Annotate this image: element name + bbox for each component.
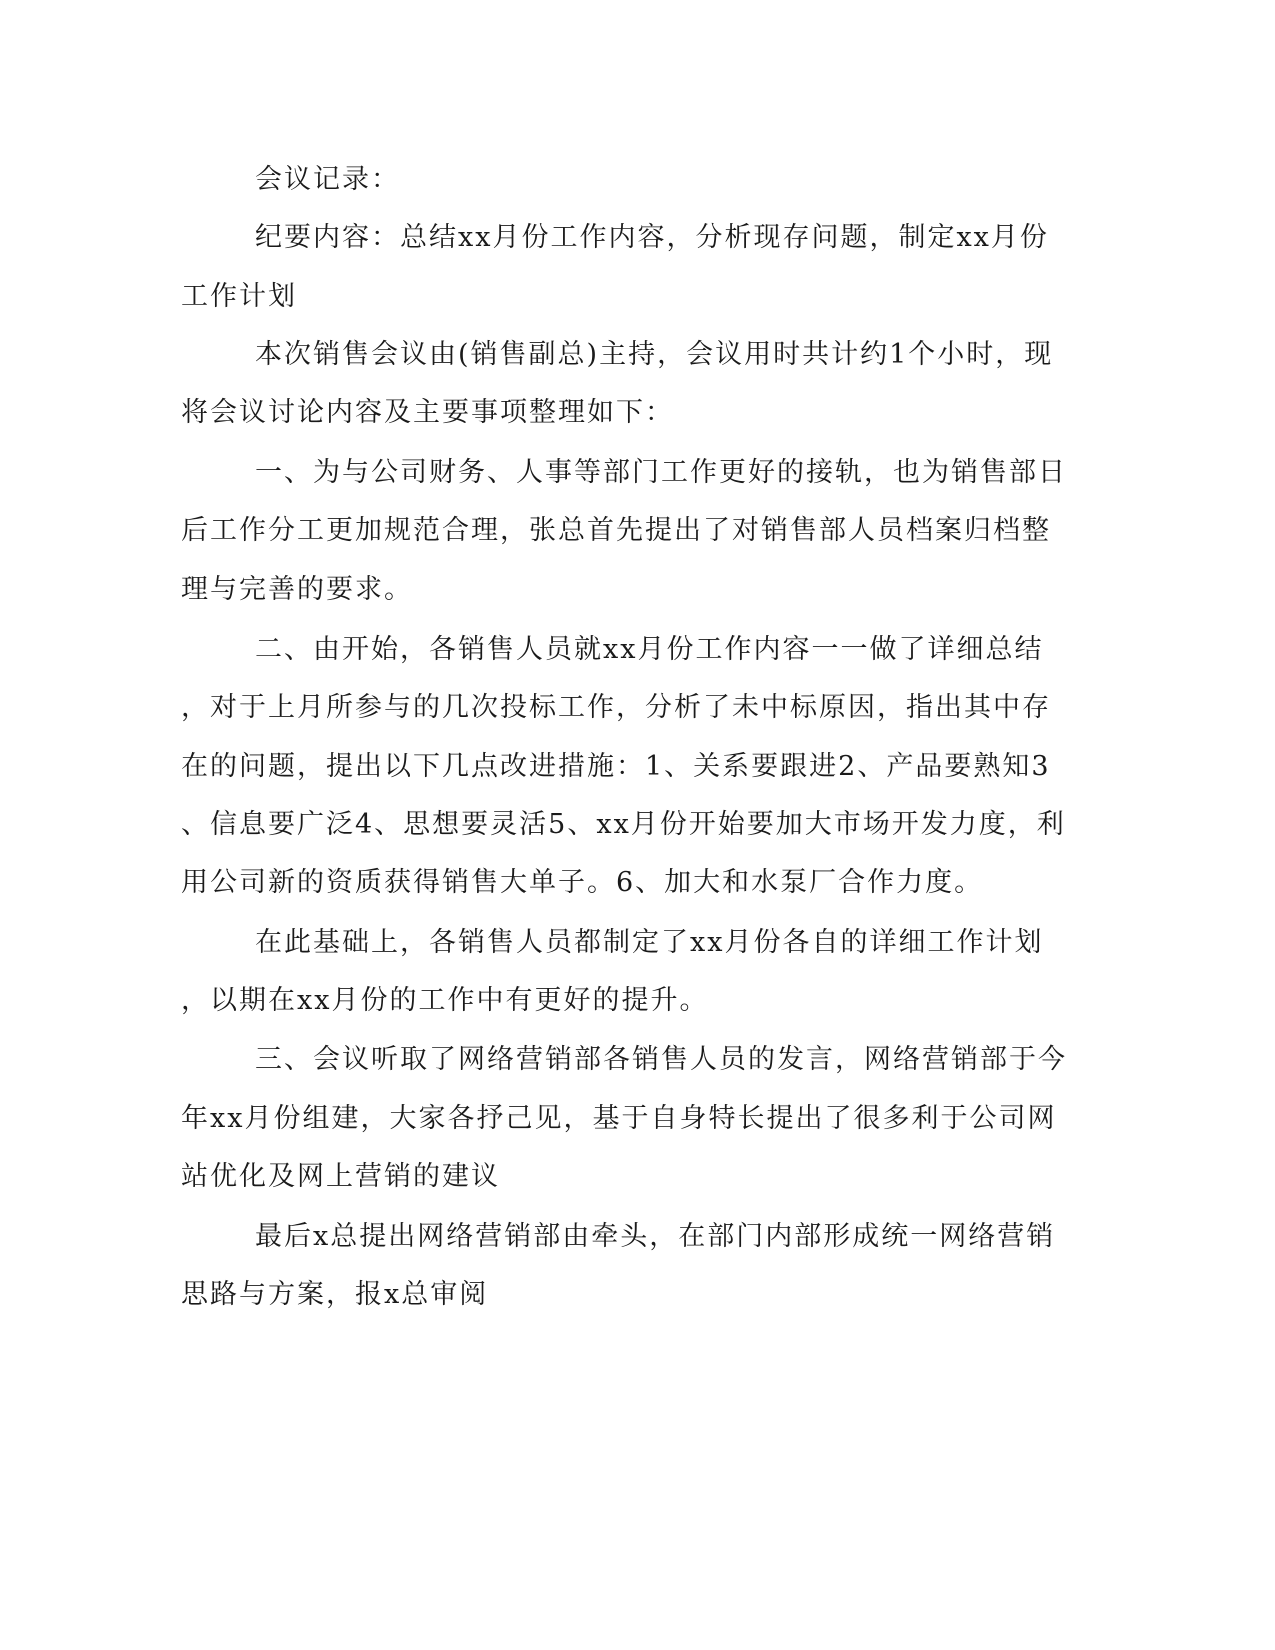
item-one-line-1: 一、为与公司财务、人事等部门工作更好的接轨，也为销售部日 bbox=[255, 457, 1067, 488]
item-two-line-3: 在的问题，提出以下几点改进措施：1、关系要跟进2、产品要熟知3 bbox=[181, 751, 1051, 782]
closing-line-2: 思路与方案，报x总审阅 bbox=[181, 1279, 489, 1310]
item-two-line-4: 、信息要广泛4、思想要灵活5、xx月份开始要加大市场开发力度，利 bbox=[181, 809, 1066, 840]
item-one-line-2: 后工作分工更加规范合理，张总首先提出了对销售部人员档案归档整 bbox=[181, 515, 1051, 546]
summary-line-1: 纪要内容：总结xx月份工作内容，分析现存问题，制定xx月份 bbox=[255, 222, 1049, 253]
item-three-line-1: 三、会议听取了网络营销部各销售人员的发言，网络营销部于今 bbox=[255, 1044, 1067, 1075]
item-three-line-3: 站优化及网上营销的建议 bbox=[181, 1161, 500, 1192]
intro-line-1: 本次销售会议由(销售副总)主持，会议用时共计约1个小时，现 bbox=[255, 339, 1054, 370]
item-three-line-2: 年xx月份组建，大家各抒己见，基于自身特长提出了很多利于公司网 bbox=[181, 1103, 1057, 1134]
intro-line-2: 将会议讨论内容及主要事项整理如下： bbox=[181, 397, 674, 428]
document-heading: 会议记录： bbox=[255, 164, 400, 195]
item-two-line-2: ，对于上月所参与的几次投标工作，分析了未中标原因，指出其中存 bbox=[181, 692, 1051, 723]
closing-line-1: 最后x总提出网络营销部由牵头，在部门内部形成统一网络营销 bbox=[255, 1221, 1056, 1252]
item-two-line-1: 二、由开始，各销售人员就xx月份工作内容一一做了详细总结 bbox=[255, 634, 1044, 665]
item-one-line-3: 理与完善的要求。 bbox=[181, 574, 413, 605]
summary-line-2: 工作计划 bbox=[181, 281, 297, 312]
plan-line-2: ，以期在xx月份的工作中有更好的提升。 bbox=[181, 985, 709, 1016]
item-two-line-5: 用公司新的资质获得销售大单子。6、加大和水泵厂合作力度。 bbox=[181, 867, 984, 898]
plan-line-1: 在此基础上，各销售人员都制定了xx月份各自的详细工作计划 bbox=[255, 927, 1044, 958]
